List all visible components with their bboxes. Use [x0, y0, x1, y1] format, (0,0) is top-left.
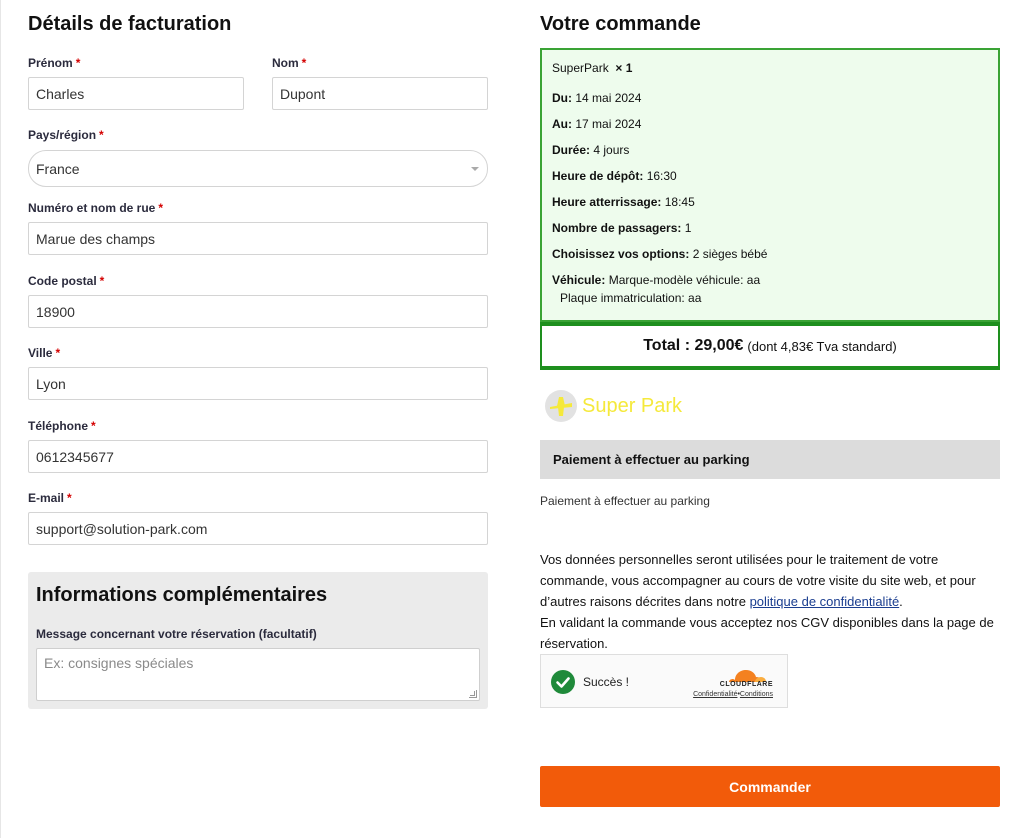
order-from: Du: 14 mai 2024	[552, 91, 642, 105]
first-name-input[interactable]: Charles	[28, 77, 244, 110]
order-total	[540, 322, 1000, 370]
country-select-value: France	[36, 160, 80, 177]
street-input[interactable]: Marue des champs	[28, 222, 488, 255]
last-name-label: Nom *	[272, 56, 307, 70]
cloudflare-captcha[interactable]	[540, 654, 788, 708]
message-textarea[interactable]	[36, 648, 480, 701]
captcha-links: Confidentialité•Conditions	[693, 691, 773, 698]
city-input[interactable]: Lyon	[28, 367, 488, 400]
cloudflare-wordmark: CLOUDFLARE	[719, 681, 773, 688]
order-product: SuperPark × 1	[552, 61, 633, 75]
email-label: E-mail *	[28, 491, 72, 505]
privacy-notice: Vos données personnelles seront utilisées pour le traitement de votre commande, vous accompagner au cours de votre visite du site web, et pour d’autres raisons décrites dans notre politique de confidentialité. En validant la commande vous acceptez nos CGV disponibles dans la page de réservation.	[540, 552, 994, 651]
order-summary	[540, 48, 1000, 322]
email-input[interactable]: support@solution-park.com	[28, 512, 488, 545]
country-select[interactable]	[28, 150, 488, 187]
order-landing: Heure atterrissage: 18:45	[552, 195, 695, 209]
captcha-terms-link[interactable]: Conditions	[739, 691, 773, 698]
chevron-down-icon	[471, 167, 479, 171]
payment-method-option[interactable]: Paiement à effectuer au parking	[540, 440, 1000, 479]
billing-title: Détails de facturation	[28, 13, 232, 35]
message-label: Message concernant votre réservation (facultatif)	[36, 627, 317, 641]
captcha-status: Succès !	[583, 675, 630, 689]
super-park-logo	[544, 388, 704, 424]
country-label: Pays/région *	[28, 128, 104, 142]
last-name-input[interactable]: Dupont	[272, 77, 488, 110]
check-circle-icon	[551, 670, 575, 694]
order-dropoff: Heure de dépôt: 16:30	[552, 169, 677, 183]
phone-label: Téléphone *	[28, 419, 96, 433]
logo-text: Super Park	[582, 394, 683, 417]
page-left-border	[0, 0, 1, 838]
order-duration: Durée: 4 jours	[552, 143, 630, 157]
privacy-policy-link[interactable]: politique de confidentialité	[749, 594, 900, 609]
order-options: Choisissez vos options: 2 sièges bébé	[552, 247, 768, 261]
airplane-icon	[544, 389, 578, 423]
first-name-label: Prénom *	[28, 56, 81, 70]
additional-info-section	[28, 572, 488, 709]
street-label: Numéro et nom de rue *	[28, 201, 164, 215]
order-passengers: Nombre de passagers: 1	[552, 221, 692, 235]
city-label: Ville *	[28, 346, 61, 360]
postcode-label: Code postal *	[28, 274, 105, 288]
postcode-input[interactable]: 18900	[28, 295, 488, 328]
order-vehicle-plate: Plaque immatriculation: aa	[560, 291, 702, 305]
additional-info-title: Informations complémentaires	[36, 584, 328, 606]
total-tax: (dont 4,83€ Tva standard)	[747, 338, 897, 354]
order-vehicle: Véhicule: Marque-modèle véhicule: aa	[552, 273, 761, 287]
payment-method-description: Paiement à effectuer au parking	[540, 494, 710, 508]
message-placeholder: Ex: consignes spéciales	[44, 655, 194, 671]
phone-input[interactable]: 0612345677	[28, 440, 488, 473]
total-amount: Total : 29,00€	[643, 337, 744, 354]
place-order-button[interactable]: Commander	[540, 766, 1000, 807]
order-to: Au: 17 mai 2024	[552, 117, 642, 131]
resize-handle-icon[interactable]	[469, 690, 477, 698]
order-title: Votre commande	[540, 13, 701, 35]
cgv-notice: En validant la commande vous acceptez nos CGV disponibles dans la page de réservation.	[540, 615, 994, 651]
captcha-privacy-link[interactable]: Confidentialité	[693, 691, 738, 698]
